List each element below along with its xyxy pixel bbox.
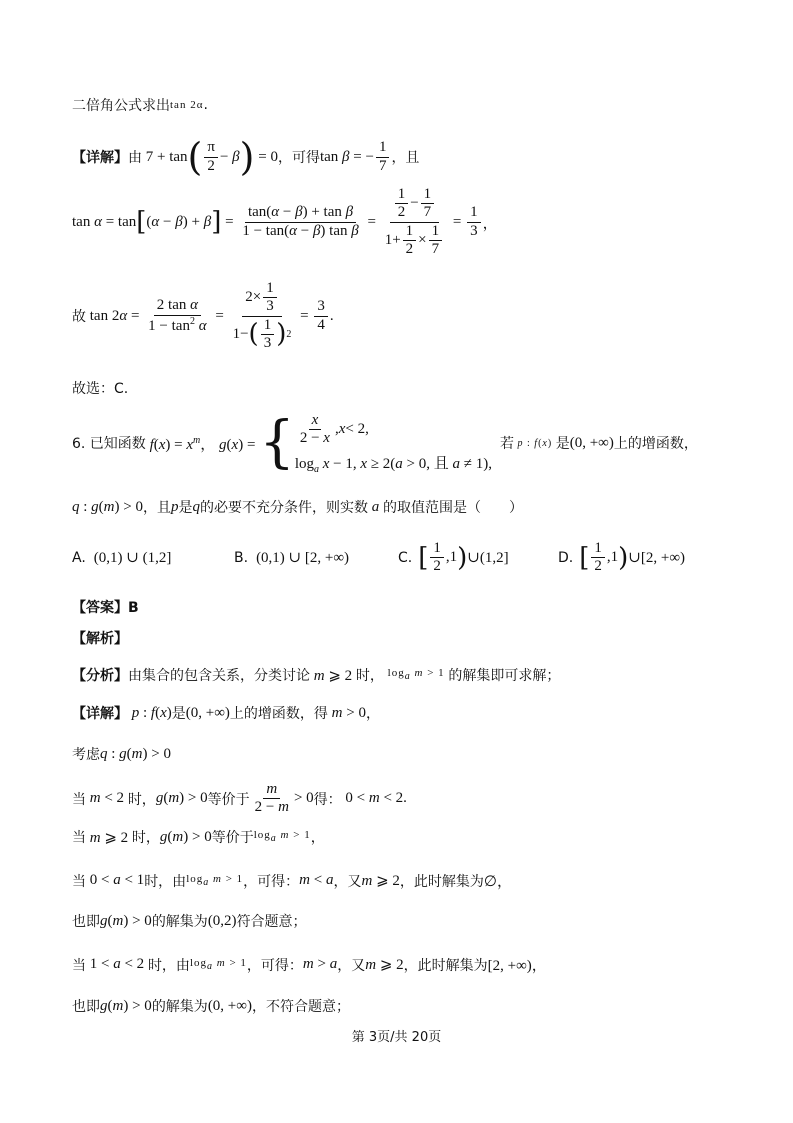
text: ，不符合题意； bbox=[251, 999, 350, 1015]
question-number: 6. 已知函数 bbox=[72, 436, 146, 453]
text: 的解集为 bbox=[151, 999, 208, 1015]
text: 时，由 bbox=[147, 957, 190, 974]
option-label: C. bbox=[398, 549, 413, 566]
analysis-text: 【解析】 bbox=[72, 631, 128, 647]
fraction: 2× $\frac{1}{3}$ 1− ( $\frac{1}{3}$ ) 2 bbox=[232, 280, 292, 351]
line-case-2: 当 m ⩾ 2 时， g(m) > 0 等价于 $\log_a m > 1$ ， bbox=[72, 828, 325, 846]
section-tag: 【详解】 bbox=[72, 150, 128, 166]
text: 的必要不充分条件，则实数 bbox=[199, 500, 368, 516]
text: 的解集即可求解； bbox=[448, 668, 561, 684]
text: 时，由 bbox=[144, 873, 187, 890]
text: 若 bbox=[500, 436, 514, 453]
line-tan2a bbox=[72, 95, 208, 115]
fraction: $\frac{1}{3}$ bbox=[467, 204, 481, 240]
option-c: C. [ $\frac{1}{2}$ ,1 ) ∪(1,2] bbox=[398, 540, 509, 575]
text: ，又 bbox=[333, 873, 362, 890]
section-tag: 【详解】 bbox=[72, 706, 128, 722]
text: ， bbox=[365, 706, 380, 722]
line-consider: 考虑 q : g(m) > 0 bbox=[72, 745, 171, 763]
option-label: B. bbox=[234, 549, 249, 566]
text: 当 bbox=[72, 791, 86, 808]
fraction: $\frac{1}{2}$ − $\frac{1}{7}$ 1+ $\frac{1}{2}$ × $\frac{1}{7}$ bbox=[382, 186, 447, 258]
text: 故 bbox=[72, 309, 86, 325]
text: 时， bbox=[127, 791, 156, 808]
text: ，又 bbox=[337, 957, 366, 974]
text: 的解集为 bbox=[151, 914, 208, 930]
line-case-3: 当 0 < a < 1 时，由 $\log_a m > 1$ ，可得： m < a ，又 m ⩾ 2 ，此时解集为 ∅， bbox=[72, 872, 512, 890]
fraction: $\frac{\text{2 tan α}}{1 - \tan^2 \alpha}$ bbox=[148, 297, 207, 334]
answer bbox=[72, 597, 139, 617]
text: ，可得 bbox=[277, 150, 320, 166]
line-analysis: 【分析】 由集合的包含关系，分类讨论 m ⩾ 2 时， $\log_a m > 1$ 的解集即可求解； bbox=[72, 665, 560, 685]
text: 得： bbox=[313, 791, 342, 808]
text: . bbox=[203, 97, 208, 113]
text: 是 bbox=[171, 706, 186, 722]
text: 是 bbox=[178, 500, 193, 516]
line-detail-1: 【详解】 由 7 + tan ( $\frac{\pi}{2}$ − β ) = 0 ，可得 tan β = − $\frac{1}{7}$ ，且 bbox=[72, 135, 420, 179]
text: 是 bbox=[555, 436, 570, 453]
text: 由 bbox=[128, 150, 142, 166]
line-case-4b: 也即 g(m) > 0 的解集为 (0, +∞) ，不符合题意； bbox=[72, 997, 350, 1015]
piecewise: $\frac{x}{2 - x}$ , x < 2, $\log_a x - 1$, x ≥ 2(a > 0, 且 a ≠ 1), bbox=[294, 412, 492, 475]
analysis-heading bbox=[72, 628, 128, 648]
question-6-stem: 6. 已知函数 $f(x) = x^m$， g(x) = { $\frac{x}{2 - x}$ , x < 2, $\log_a x - 1$, x ≥ 2(a > 0, 且 a ≠ 1), 若 p : f(x) 是 (0, +∞) 上的增函数， bbox=[72, 410, 698, 476]
text: 由集合的包含关系，分类讨论 bbox=[128, 668, 310, 684]
text: 也即 bbox=[72, 914, 100, 930]
line-case-4: 当 1 < a < 2 时，由 $\log_a m > 1$ ，可得： m > a ，又 m ⩾ 2 ，此时解集为 [2, +∞)， bbox=[72, 956, 547, 974]
text: ，可得： bbox=[243, 873, 300, 890]
text: 二倍角公式求出 bbox=[72, 98, 170, 114]
line-tan-alpha: tan α = tan [ (α − β) + β ] = $\frac{\text{tan(α − β) + tan β}}{\text{1 − tan(α − β) tan β}}$ = $\frac{1}{2}$ − $\frac{1}{7}$ 1+ $\frac{1}{2}$ × $\frac{1}{7}$ = $\frac{1}{3}$ ， bbox=[72, 186, 498, 257]
fraction: $\frac{\text{tan(α − β) + tan β}}{\text{1 − tan(α − β) tan β}}$ bbox=[242, 204, 359, 239]
fraction: $\frac{3}{4}$ bbox=[314, 298, 328, 334]
page-footer: 第 3页/共 20页 bbox=[351, 1030, 442, 1045]
option-label: D. bbox=[558, 549, 574, 566]
text: 当 bbox=[72, 873, 86, 890]
text: 等价于 bbox=[207, 791, 250, 808]
text: ，此时解集为 bbox=[403, 957, 488, 974]
fraction: $\frac{1}{7}$ bbox=[376, 139, 390, 175]
text: 上的增函数，得 bbox=[229, 706, 328, 722]
text: ，且 bbox=[142, 500, 171, 516]
text: 时， bbox=[131, 830, 160, 846]
text: ，此时解集为 bbox=[399, 873, 484, 890]
option-a: A. (0,1) ∪ (1,2] bbox=[72, 549, 172, 566]
text: 符合题意； bbox=[236, 914, 307, 930]
text: 也即 bbox=[72, 999, 100, 1015]
answer-text: 【答案】B bbox=[72, 600, 139, 616]
text: 当 bbox=[72, 957, 86, 974]
line-case-3b: 也即 g(m) > 0 的解集为 (0,2) 符合题意； bbox=[72, 912, 307, 930]
text: 当 bbox=[72, 830, 86, 846]
line-tan-2alpha: 故 tan 2α = $\frac{\text{2 tan α}}{1 - \tan^2 \alpha}$ = 2× $\frac{1}{3}$ 1− ( $\frac{1}{3}$ ) 2 = $\frac{3}{4}$ . bbox=[72, 280, 334, 351]
option-b: B. (0,1) ∪ [2, +∞) bbox=[234, 549, 350, 566]
option-label: A. bbox=[72, 549, 86, 566]
question-6-stem-2: q : g(m) > 0 ，且 p 是 q 的必要不充分条件，则实数 a 的取值范围是（ ） bbox=[72, 498, 523, 516]
math-inline: tan 2α bbox=[170, 99, 204, 111]
text: ，且 bbox=[391, 150, 420, 166]
text: 上的增函数， bbox=[613, 436, 698, 453]
text: 考虑 bbox=[72, 747, 100, 763]
text: 的取值范围是（ ） bbox=[382, 500, 523, 516]
text: 等价于 bbox=[211, 830, 254, 846]
line-choose bbox=[72, 378, 128, 398]
text: 时， bbox=[355, 668, 384, 684]
option-d: D. [ $\frac{1}{2}$ ,1 ) ∪[2, +∞) bbox=[558, 540, 686, 575]
math-expr: 7 + tan bbox=[142, 148, 188, 165]
text: 故选：C. bbox=[72, 381, 129, 397]
text: ，可得： bbox=[246, 957, 303, 974]
line-case-1: 当 m < 2 时， g(m) > 0 等价于 $\frac{m}{2 - m}$ > 0 得： 0 < m < 2. bbox=[72, 781, 407, 816]
fraction: $\frac{\pi}{2}$ bbox=[204, 139, 218, 175]
fraction: $\frac{m}{2 - m}$ bbox=[254, 781, 289, 816]
text: ， bbox=[310, 830, 325, 846]
line-detail-2: 【详解】 p : f(x) 是 (0, +∞) 上的增函数，得 m > 0 ， bbox=[72, 704, 380, 722]
section-tag: 【分析】 bbox=[72, 668, 128, 684]
